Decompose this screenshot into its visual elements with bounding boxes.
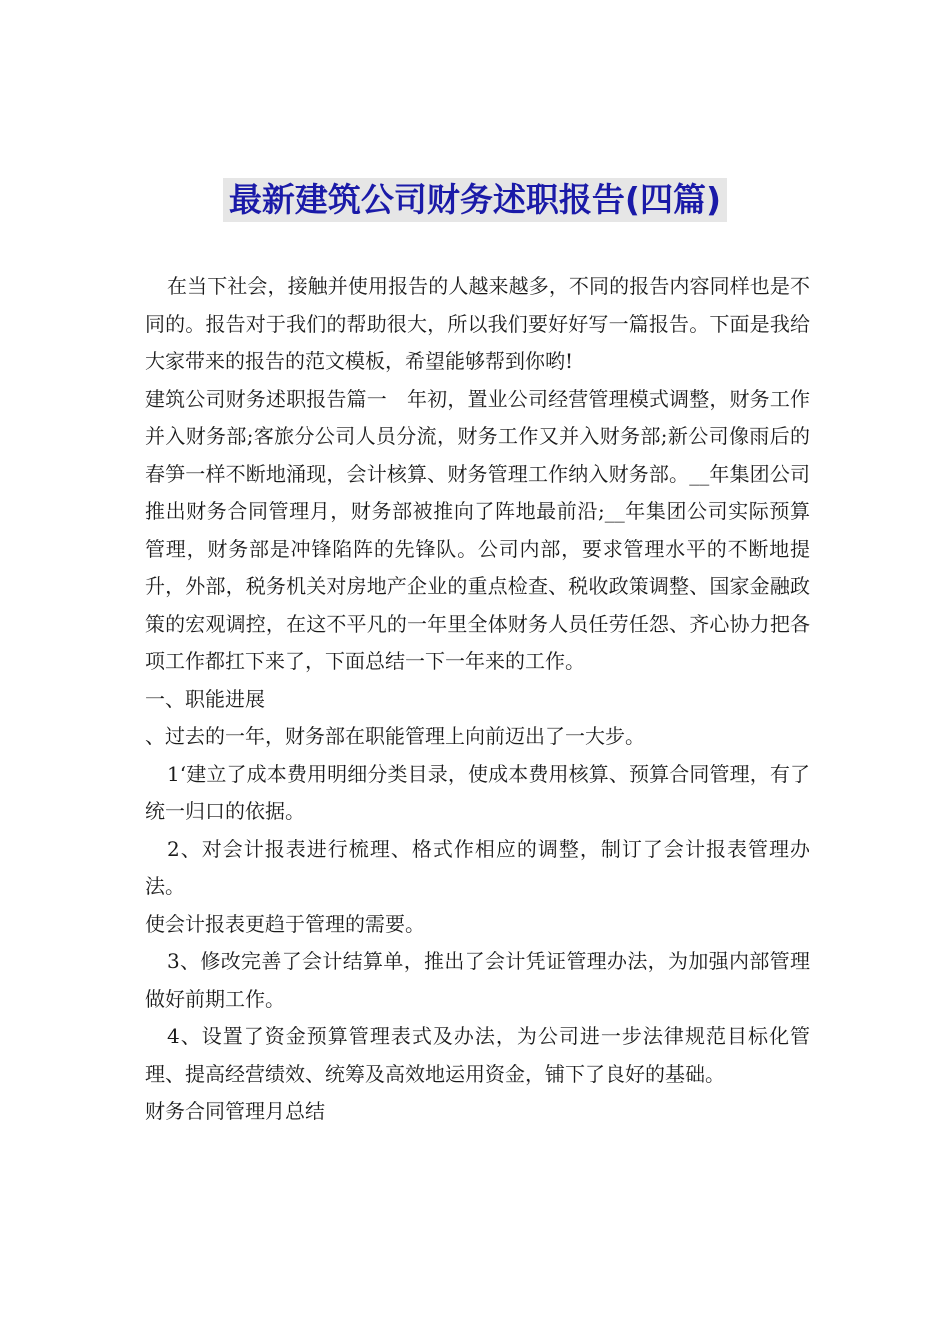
document-title: 最新建筑公司财务述职报告(四篇): [223, 178, 727, 222]
list-item-1: 1‘建立了成本费用明细分类目录，使成本费用核算、预算合同管理，有了统一归口的依据。: [145, 761, 810, 823]
intro-paragraph: 在当下社会，接触并使用报告的人越来越多，不同的报告内容同样也是不同的。报告对于我们的帮助很大，所以我们要好好写一篇报告。下面是我给大家带来的报告的范文模板，希望能够帮到你哟!: [145, 274, 810, 373]
list-intro: 、过去的一年，财务部在职能管理上向前迈出了一大步。: [145, 724, 645, 748]
subsection-heading: 财务合同管理月总结: [145, 1099, 325, 1123]
report-paragraph: 建筑公司财务述职报告篇一 年初，置业公司经营管理模式调整，财务工作并入财务部;客旅分公司人员分流，财务工作又并入财务部;新公司像雨后的春笋一样不断地涌现，会计核算、财务管理工作纳入财务部。__年集团公司推出财务合同管理月，财务部被推向了阵地最前沿;__年集团公司实际预算管理，财务部是冲锋陷阵的先锋队。公司内部，要求管理水平的不断地提升，外部，税务机关对房地产企业的重点检查、税收政策调整、国家金融政策的宏观调控，在这不平凡的一年里全体财务人员任劳任怨、齐心协力把各项工作都扛下来了，下面总结一下一年来的工作。: [145, 386, 810, 673]
title-container: [0, 178, 950, 222]
list-item-2-note: 使会计报表更趋于管理的需要。: [145, 911, 425, 936]
list-item-4: 4、设置了资金预算管理表式及办法，为公司进一步法律规范目标化管理、提高经营绩效、统筹及高效地运用资金，铺下了良好的基础。: [145, 1024, 810, 1086]
list-item-3: 3、修改完善了会计结算单，推出了会计凭证管理办法，为加强内部管理做好前期工作。: [145, 949, 810, 1011]
list-item-2: 2、对会计报表进行梳理、格式作相应的调整，制订了会计报表管理办法。: [145, 836, 810, 898]
section-heading: 一、职能进展: [145, 686, 265, 711]
document-body: [145, 268, 810, 1131]
